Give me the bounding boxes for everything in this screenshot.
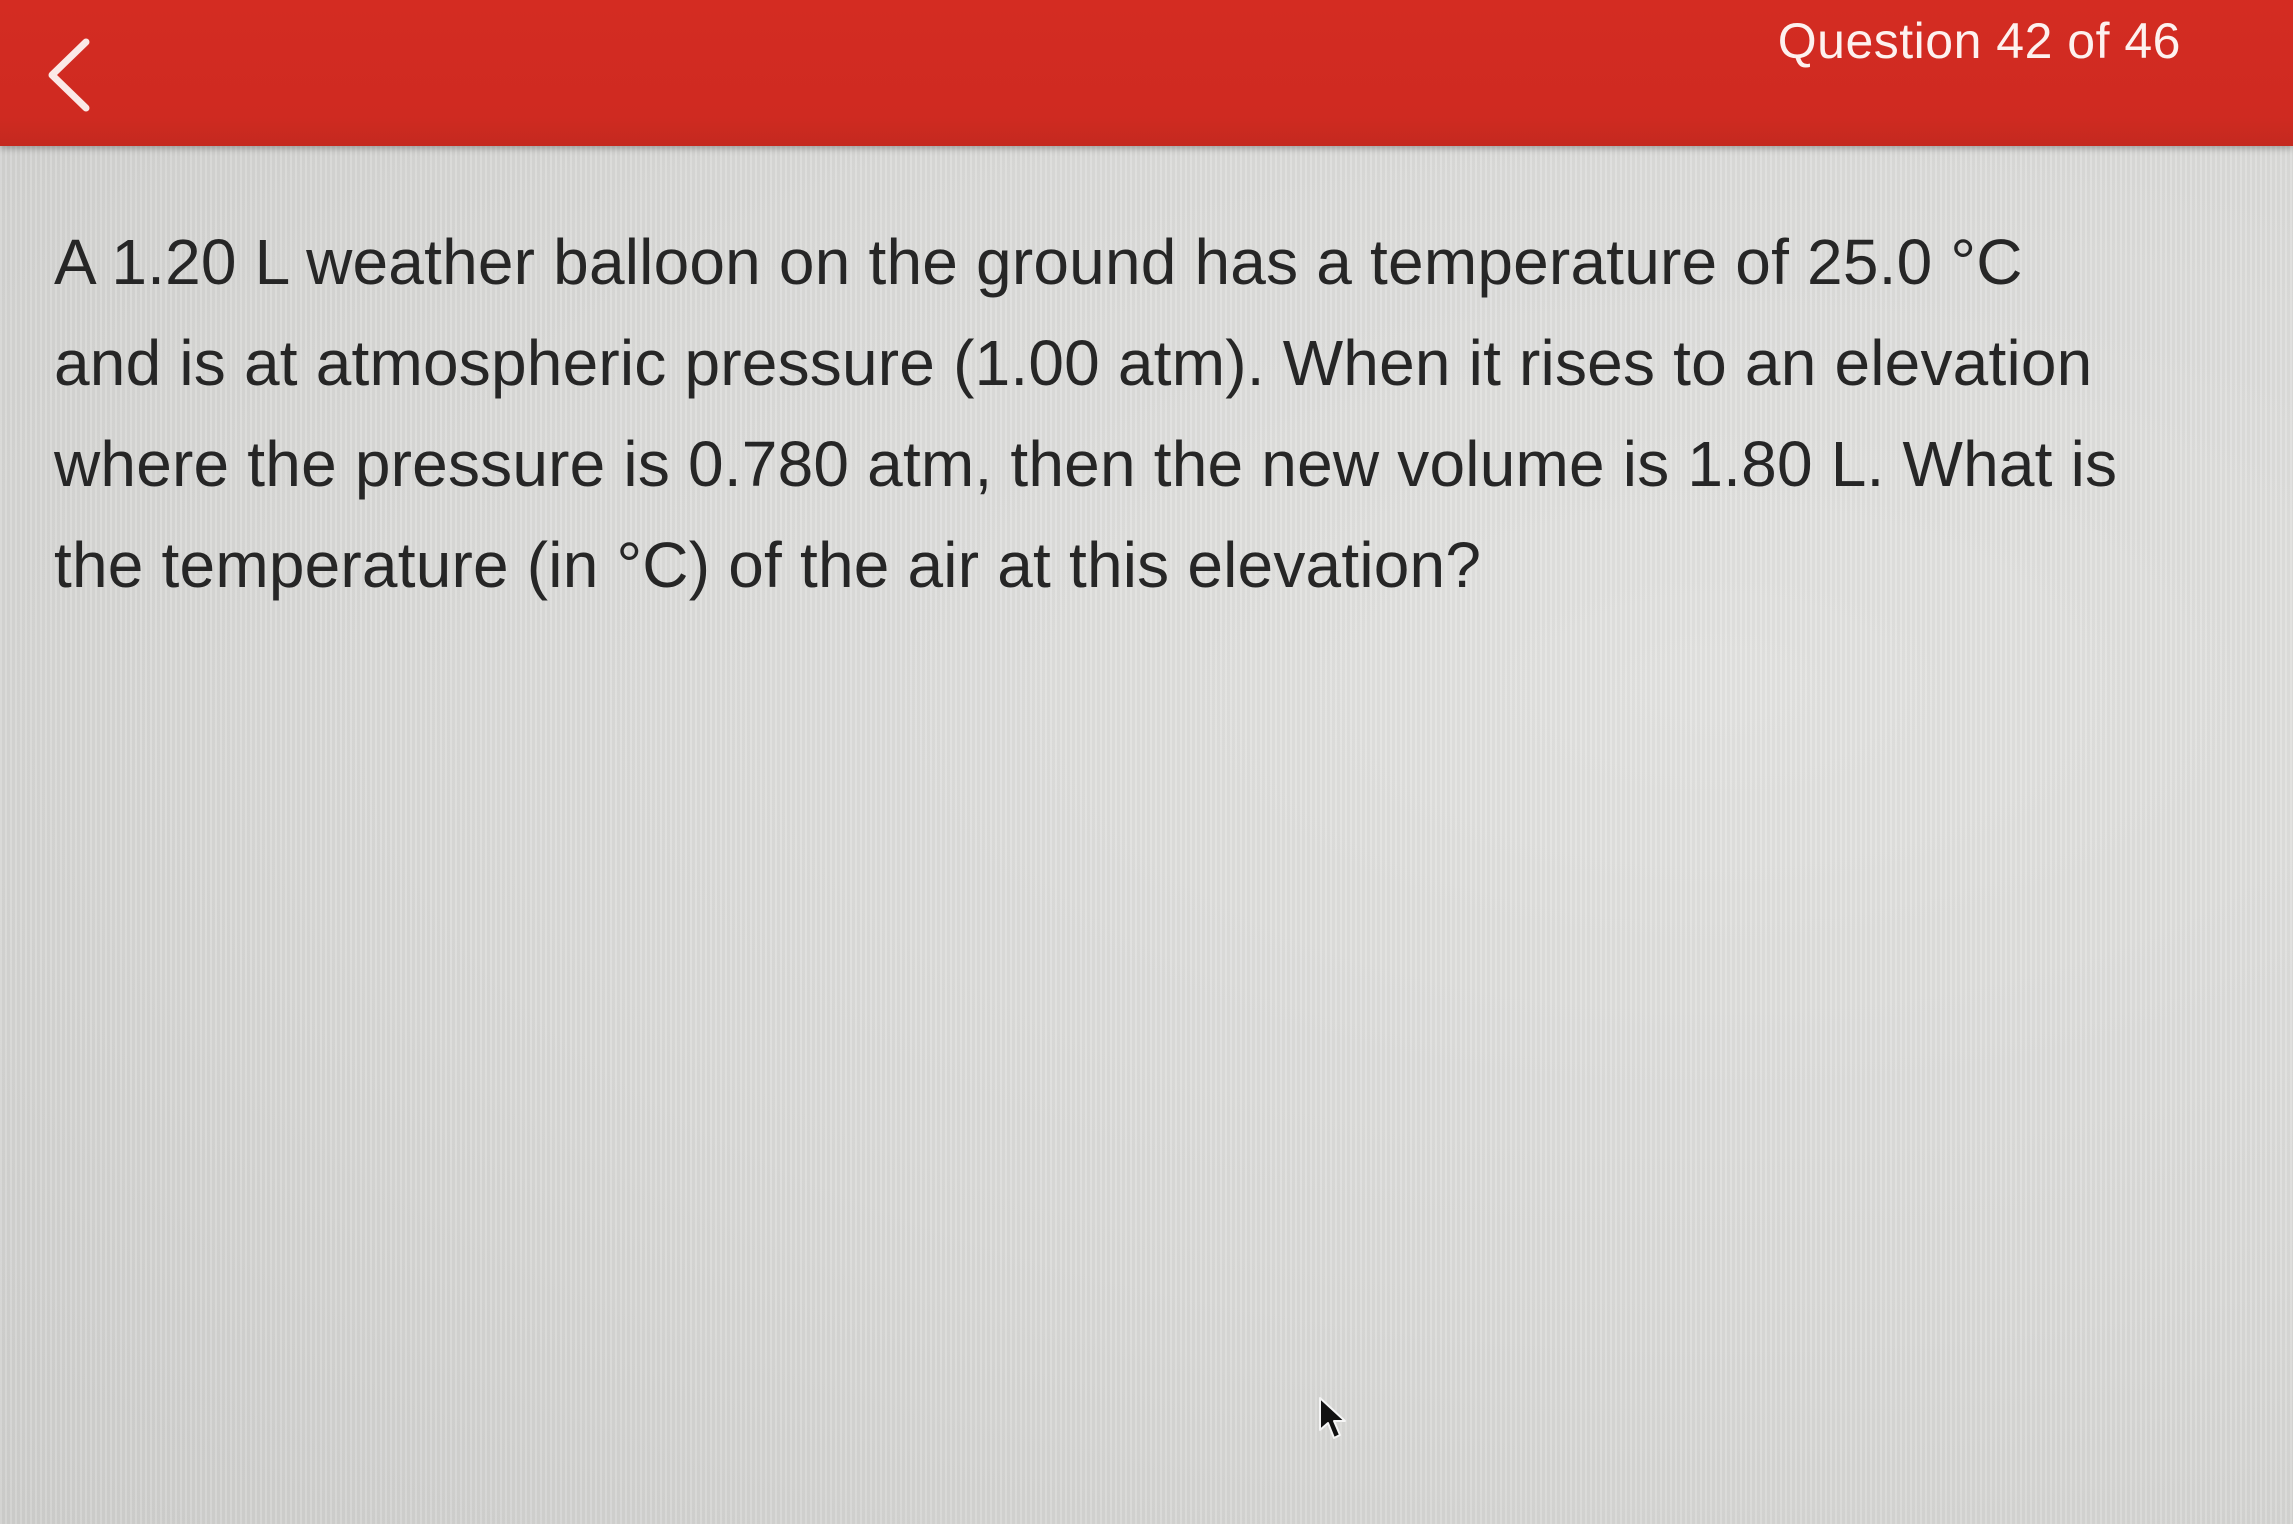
back-button[interactable] [36,30,106,120]
chevron-left-icon [36,30,106,120]
question-line-1: A 1.20 L weather balloon on the ground has a temperature of 25.0 °C [54,226,2023,298]
question-text [54,212,2254,616]
question-line-4: the temperature (in °C) of the air at this elevation? [54,529,1482,601]
mouse-pointer-icon [1318,1396,1348,1442]
header-bar [0,0,2293,146]
question-progress-label: Question 42 of 46 [1777,13,2181,69]
question-line-3: where the pressure is 0.780 atm, then the new volume is 1.80 L. What is [54,428,2118,500]
question-line-2: and is at atmospheric pressure (1.00 atm). When it rises to an elevation [54,327,2093,399]
